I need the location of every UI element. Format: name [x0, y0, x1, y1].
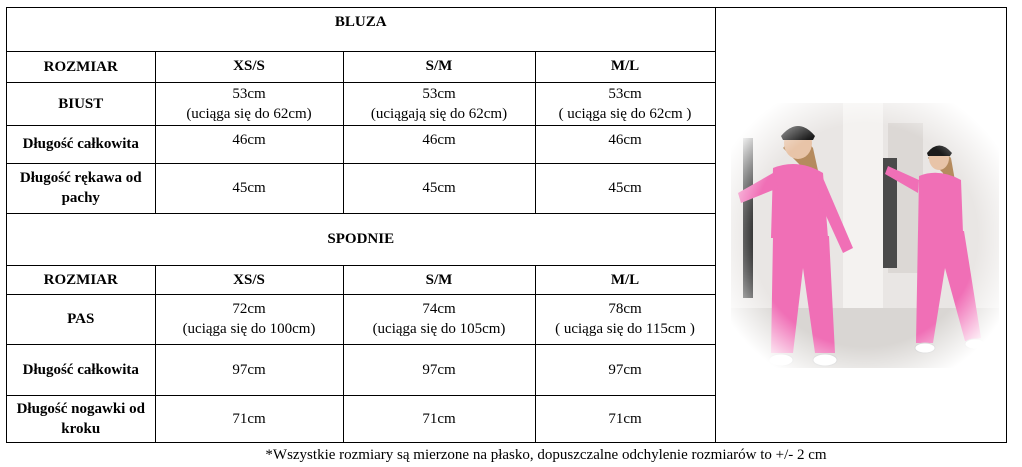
spodnie-cell: 74cm (uciąga się do 105cm) — [343, 294, 535, 344]
bluza-header-s-m: S/M — [343, 51, 535, 82]
bluza-header-size: ROZMIAR — [7, 51, 155, 82]
bluza-cell: 53cm ( uciąga się do 62cm ) — [535, 82, 715, 125]
spodnie-row-label: Długość całkowita — [7, 344, 155, 395]
size-chart-frame — [6, 7, 1007, 443]
bluza-row-label: Długość rękawa od pachy — [7, 163, 155, 213]
bluza-row-label: BIUST — [7, 82, 155, 125]
bluza-cell: 45cm — [535, 163, 715, 213]
spodnie-header-xs-s: XS/S — [155, 265, 343, 294]
spodnie-cell: 71cm — [343, 395, 535, 442]
bluza-cell: 46cm — [343, 125, 535, 163]
divider — [715, 8, 716, 442]
bluza-cell: 53cm (uciągają się do 62cm) — [343, 82, 535, 125]
woman-in-pink-tracksuit-photo — [723, 8, 1006, 442]
bluza-header-xs-s: XS/S — [155, 51, 343, 82]
spodnie-row-label: PAS — [7, 294, 155, 344]
spodnie-header-size: ROZMIAR — [7, 265, 155, 294]
bluza-header-m-l: M/L — [535, 51, 715, 82]
spodnie-title: SPODNIE — [7, 213, 715, 265]
bluza-cell: 45cm — [343, 163, 535, 213]
size-table — [7, 8, 716, 443]
bluza-row-label: Długość całkowita — [7, 125, 155, 163]
bluza-cell: 53cm (uciąga się do 62cm) — [155, 82, 343, 125]
bluza-cell: 46cm — [535, 125, 715, 163]
spodnie-cell: 97cm — [155, 344, 343, 395]
spodnie-cell: 72cm (uciąga się do 100cm) — [155, 294, 343, 344]
footnote: *Wszystkie rozmiary są mierzone na płasko, dopuszczalne odchylenie rozmiarów to +/- 2 cm — [265, 447, 827, 463]
product-photo — [723, 8, 1006, 442]
spodnie-cell: 71cm — [155, 395, 343, 442]
spodnie-cell: 97cm — [343, 344, 535, 395]
spodnie-header-s-m: S/M — [343, 265, 535, 294]
bluza-cell: 45cm — [155, 163, 343, 213]
spodnie-cell: 97cm — [535, 344, 715, 395]
bluza-title: BLUZA — [7, 8, 715, 51]
spodnie-header-m-l: M/L — [535, 265, 715, 294]
spodnie-cell: 71cm — [535, 395, 715, 442]
spodnie-cell: 78cm ( uciąga się do 115cm ) — [535, 294, 715, 344]
bluza-cell: 46cm — [155, 125, 343, 163]
spodnie-row-label: Długość nogawki od kroku — [7, 395, 155, 442]
